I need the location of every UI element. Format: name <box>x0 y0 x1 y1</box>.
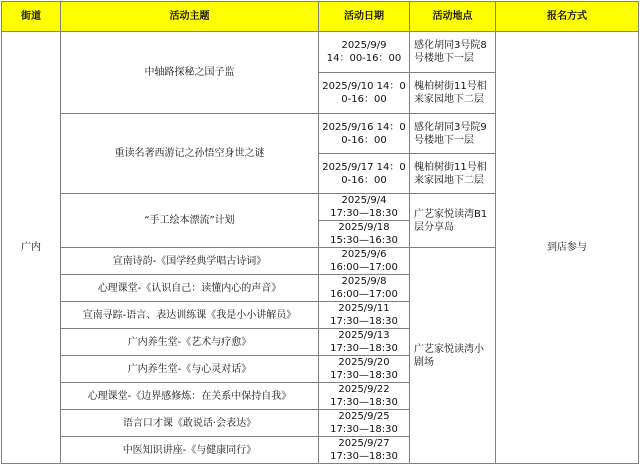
theme-cell: 中医知识讲座-《与健康同行》 <box>61 437 319 464</box>
theme-cell: 语言口才课《敢说话·会表达》 <box>61 410 319 437</box>
header-date: 活动日期 <box>319 2 410 32</box>
header-street: 街道 <box>2 2 61 32</box>
date-cell: 2025/9/6 16:00—17:00 <box>319 248 410 275</box>
date-cell: 2025/9/10 14：00-16：00 <box>319 73 410 114</box>
date-cell: 2025/9/4 17:30—18:30 <box>319 194 410 221</box>
date-cell: 2025/9/9 14：00-16：00 <box>319 32 410 73</box>
event-table <box>1 1 639 464</box>
theme-cell: 心理课堂-《边界感修炼：在关系中保持自我》 <box>61 383 319 410</box>
street-cell: 广内 <box>2 32 61 464</box>
location-cell: 广艺家悦读湾B1层分享岛 <box>410 194 496 248</box>
date-cell: 2025/9/16 14：00-16：00 <box>319 114 410 154</box>
date-cell: 2025/9/8 16:00—17:00 <box>319 275 410 302</box>
signup-cell: 到店参与 <box>496 32 639 464</box>
date-cell: 2025/9/20 17:30—18:30 <box>319 356 410 383</box>
theme-cell: 中轴路探秘之国子监 <box>61 32 319 114</box>
theme-cell: 重读名著西游记之孙悟空身世之谜 <box>61 114 319 194</box>
location-cell: 槐柏树街11号相来家园地下二层 <box>410 154 496 194</box>
location-cell: 槐柏树街11号相来家园地下二层 <box>410 73 496 114</box>
event-schedule-sheet <box>0 1 640 469</box>
date-cell: 2025/9/25 17:30—18:30 <box>319 410 410 437</box>
theme-cell: “手工绘本漂流”计划 <box>61 194 319 248</box>
theme-cell: 心理课堂-《认识自己：读懂内心的声音》 <box>61 275 319 302</box>
header-row <box>2 2 639 32</box>
date-cell: 2025/9/13 17:30—18:30 <box>319 329 410 356</box>
location-cell: 广艺家悦读湾小剧场 <box>410 248 496 464</box>
date-cell: 2025/9/11 17:30—18:30 <box>319 302 410 329</box>
theme-cell: 广内养生堂-《艺术与疗愈》 <box>61 329 319 356</box>
location-cell: 感化胡同3号院9号楼地下一层 <box>410 114 496 154</box>
date-cell: 2025/9/27 17:30—18:30 <box>319 437 410 464</box>
date-cell: 2025/9/17 14：00-16：00 <box>319 154 410 194</box>
theme-cell: 广内养生堂-《与心灵对话》 <box>61 356 319 383</box>
location-cell: 感化胡同3号院8号楼地下一层 <box>410 32 496 73</box>
header-location: 活动地点 <box>410 2 496 32</box>
header-theme: 活动主题 <box>61 2 319 32</box>
header-signup: 报名方式 <box>496 2 639 32</box>
date-cell: 2025/9/18 15:30—16:30 <box>319 221 410 248</box>
table-row <box>2 32 639 73</box>
theme-cell: 宣南诗韵-《国学经典学唱古诗词》 <box>61 248 319 275</box>
date-cell: 2025/9/22 17:30—18:30 <box>319 383 410 410</box>
theme-cell: 宣南寻踪-语言、表达训练课《我是小小讲解员》 <box>61 302 319 329</box>
